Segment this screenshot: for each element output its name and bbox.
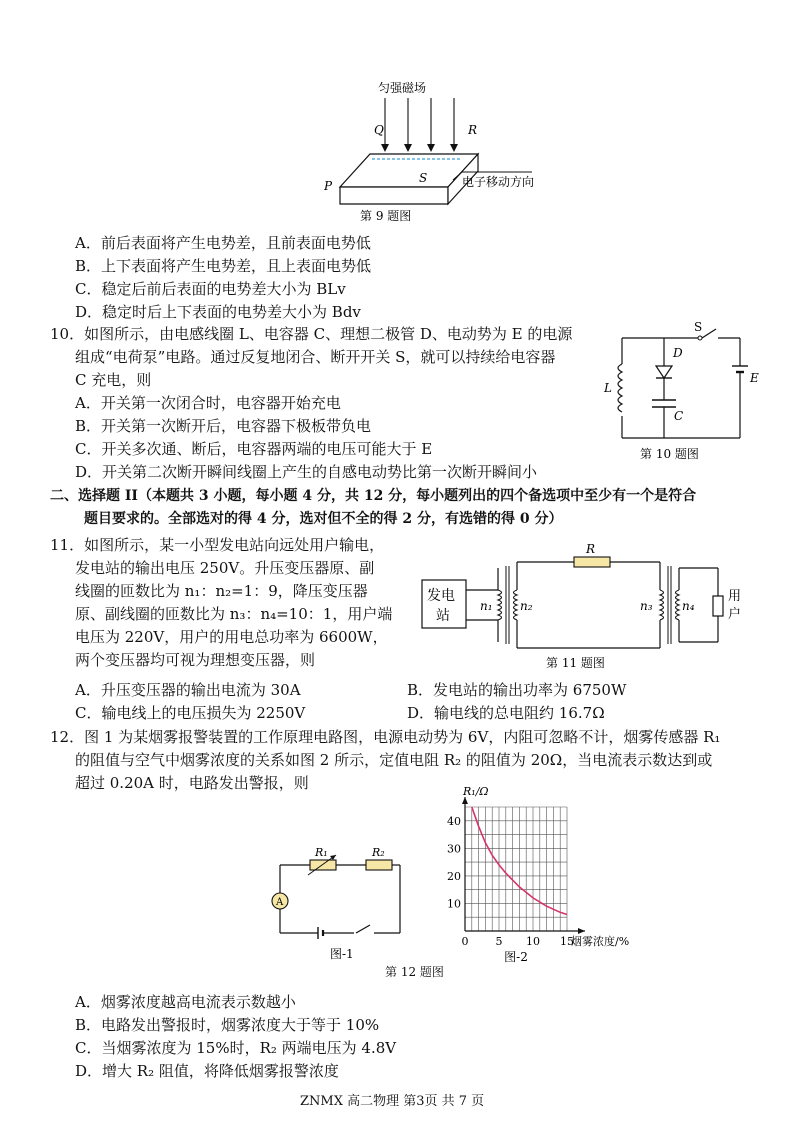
q12-option-d: D．增大 R₂ 阻值，将降低烟雾报警浓度 bbox=[75, 1062, 339, 1080]
q9-option-a: A．前后表面将产生电势差，且前表面电势低 bbox=[75, 234, 371, 252]
fig11-user-label-2: 户 bbox=[728, 607, 742, 622]
y-tick-label: 20 bbox=[447, 869, 461, 883]
y-axis-arrow bbox=[462, 797, 468, 804]
q10-option-d: D．开关第二次断开瞬间线圈上产生的自感电动势比第一次断开瞬间小 bbox=[75, 463, 538, 481]
fig12-2-caption: 图-2 bbox=[504, 950, 528, 964]
q11-stem-line6: 两个变压器均可视为理想变压器，则 bbox=[75, 651, 316, 669]
fig11-label-n1: n₁ bbox=[480, 599, 493, 613]
x-axis-arrow bbox=[578, 928, 585, 934]
fig10-caption: 第 10 题图 bbox=[640, 447, 699, 461]
q12-stem-line3: 超过 0.20A 时，电路发出警报，则 bbox=[75, 774, 309, 792]
fig12-1-circuit bbox=[270, 845, 410, 965]
fig11-caption: 第 11 题图 bbox=[546, 656, 605, 670]
fig12-1-label-r2: R₂ bbox=[372, 846, 385, 859]
fig9-electron-label: 电子移动方向 bbox=[462, 175, 535, 189]
q12-option-c: C．当烟雾浓度为 15%时，R₂ 两端电压为 4.8V bbox=[75, 1039, 397, 1057]
q11-option-a: A．升压变压器的输出电流为 30A bbox=[75, 681, 301, 699]
fig9-label-s: S bbox=[419, 171, 428, 185]
q12-stem-line1: 12．图 1 为某烟雾报警装置的工作原理电路图，电源电动势为 6V，内阻可忽略不计，烟雾传感器 R₁ bbox=[50, 728, 721, 746]
fig11-label-n2: n₂ bbox=[520, 599, 533, 613]
fig9-field-label: 匀强磁场 bbox=[378, 81, 427, 95]
x-tick-label: 5 bbox=[495, 935, 503, 948]
fig9-label-p: P bbox=[324, 179, 333, 193]
q11-option-c: C．输电线上的电压损失为 2250V bbox=[75, 704, 306, 722]
x-tick-label: 0 bbox=[461, 935, 469, 948]
y-tick-label: 10 bbox=[447, 897, 461, 911]
x-tick-label: 10 bbox=[526, 935, 540, 948]
q11-stem-line1: 11．如图所示，某一小型发电站向远处用户输电， bbox=[50, 536, 385, 554]
fig10-label-l: L bbox=[604, 381, 612, 395]
q11-option-b: B．发电站的输出功率为 6750W bbox=[407, 681, 627, 699]
q10-stem-line3: C 充电，则 bbox=[75, 371, 152, 389]
q11-stem-line4: 原、副线圈的匝数比为 n₃：n₄=10：1，用户端 bbox=[75, 605, 393, 623]
q10-stem-line1: 10．如图所示，由电感线圈 L、电容器 C、理想二极管 D、电动势为 E 的电源 bbox=[50, 325, 573, 343]
fig10-label-d: D bbox=[673, 346, 683, 360]
fig11-station-label-2: 站 bbox=[436, 608, 450, 624]
fig10-label-e: E bbox=[750, 371, 759, 385]
q10-option-b: B．开关第一次断开后，电容器下极板带负电 bbox=[75, 417, 372, 435]
q9-option-d: D．稳定时后上下表面的电势差大小为 Bdv bbox=[75, 303, 361, 321]
fig11-label-n3: n₃ bbox=[640, 599, 653, 613]
y-tick-label: 30 bbox=[447, 842, 461, 856]
fig12-caption: 第 12 题图 bbox=[385, 965, 444, 979]
fig9-diagram bbox=[310, 82, 550, 222]
q10-option-a: A．开关第一次闭合时，电容器开始充电 bbox=[75, 394, 341, 412]
fig10-label-s: S bbox=[694, 320, 703, 334]
x-axis-label: 烟雾浓度/% bbox=[571, 935, 630, 948]
q11-stem-line3: 线圈的匝数比为 n₁：n₂=1：9，降压变压器 bbox=[75, 582, 368, 600]
q12-option-b: B．电路发出警报时，烟雾浓度大于等于 10% bbox=[75, 1016, 380, 1034]
section2-heading-line2: 题目要求的。全部选对的得 4 分，选对但不全的得 2 分，有选错的得 0 分） bbox=[84, 511, 563, 527]
x-tick-label: 15 bbox=[560, 935, 574, 948]
fig10-label-c: C bbox=[674, 409, 684, 423]
fig9-caption: 第 9 题图 bbox=[360, 209, 412, 223]
fig10-circuit bbox=[600, 320, 770, 465]
fig9-label-q: Q bbox=[374, 123, 384, 137]
section2-heading-line1: 二、选择题 II（本题共 3 小题，每小题 4 分，共 12 分，每小题列出的四个备选项中至少有一个是符合 bbox=[50, 488, 697, 504]
q9-option-b: B．上下表面将产生电势差，且上表面电势低 bbox=[75, 257, 372, 275]
fig11-station-label-1: 发电 bbox=[427, 588, 455, 604]
page-footer: ZNMX 高二物理 第3页 共 7 页 bbox=[300, 1094, 485, 1109]
q9-option-c: C．稳定后前后表面的电势差大小为 BLv bbox=[75, 280, 346, 298]
fig9-label-r: R bbox=[468, 123, 478, 137]
q11-stem-line5: 电压为 220V，用户的用电总功率为 6600W， bbox=[75, 628, 388, 646]
fig12-1-ammeter-label: A bbox=[276, 897, 284, 908]
fig11-label-r: R bbox=[586, 542, 596, 556]
q11-stem-line2: 发电站的输出电压 250V。升压变压器原、副 bbox=[75, 559, 375, 577]
q11-option-d: D．输电线的总电阻约 16.7Ω bbox=[407, 704, 605, 722]
q10-stem-line2: 组成“电荷泵”电路。通过反复地闭合、断开开关 S，就可以持续给电容器 bbox=[75, 348, 556, 366]
fig12-2-chart bbox=[435, 785, 645, 965]
fig11-circuit bbox=[418, 540, 748, 670]
fig11-user-label-1: 用 bbox=[728, 589, 742, 604]
fig12-1-label-r1: R₁ bbox=[315, 846, 328, 859]
q12-stem-line2: 的阻值与空气中烟雾浓度的关系如图 2 所示，定值电阻 R₂ 的阻值为 20Ω，当电流表示数达到或 bbox=[75, 751, 713, 769]
fig12-1-caption: 图-1 bbox=[330, 947, 354, 961]
q12-option-a: A．烟雾浓度越高电流表示数越小 bbox=[75, 993, 296, 1011]
y-tick-label: 40 bbox=[447, 814, 461, 828]
fig11-label-n4: n₄ bbox=[682, 599, 695, 613]
y-axis-label: R₁/Ω bbox=[463, 785, 489, 798]
q10-option-c: C．开关多次通、断后，电容器两端的电压可能大于 E bbox=[75, 440, 433, 458]
